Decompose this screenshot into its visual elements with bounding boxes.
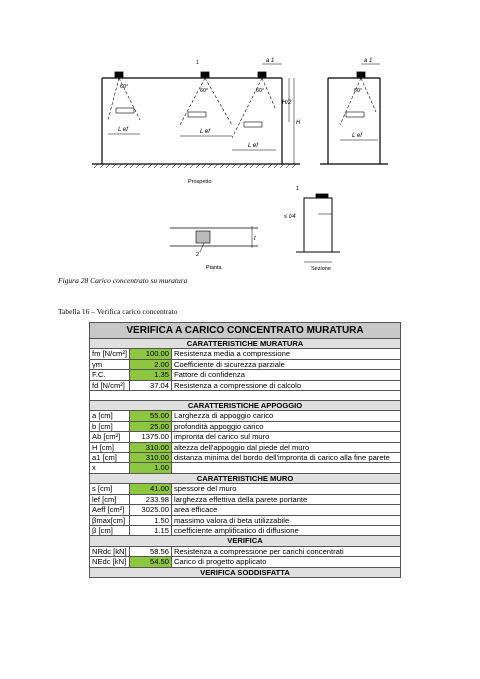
section-header: CARATTERISTICHE MURATURA — [90, 339, 401, 349]
row-value: 37.04 — [130, 380, 172, 390]
table-row — [90, 515, 401, 525]
table-row — [90, 370, 401, 380]
label-lef-4: L ef — [352, 133, 362, 139]
label-h: H — [296, 120, 301, 126]
label-t-plan: t — [254, 236, 256, 242]
table-row — [90, 349, 401, 359]
row-symbol: Ab [cm²] — [90, 432, 130, 442]
row-description: Larghezza di appoggio carico — [172, 411, 401, 421]
row-symbol: β [cm] — [90, 525, 130, 535]
row-description: distanza minima del bordo dell'impronta di carico alla fine parete — [172, 453, 401, 463]
row-symbol: γm — [90, 359, 130, 369]
row-value: 1.15 — [130, 525, 172, 535]
label-angle-1: 60° — [120, 84, 129, 90]
row-value: 54.50 — [130, 557, 172, 567]
blank-row — [90, 391, 401, 401]
concentrated-load-drawing — [0, 0, 480, 300]
row-value: 58.56 — [130, 546, 172, 556]
table-row — [90, 463, 401, 473]
table-row — [90, 484, 401, 494]
label-pianta: Pianta — [206, 265, 222, 271]
row-symbol: NRdc [kN] — [90, 546, 130, 556]
table-row — [90, 442, 401, 452]
label-t4: ≤ t/4 — [284, 214, 296, 220]
row-description: impronta del carico sul muro — [172, 432, 401, 442]
row-symbol: F.C. — [90, 370, 130, 380]
row-description: coefficiente amplificatico di diffusione — [172, 525, 401, 535]
table-row — [90, 505, 401, 515]
row-description: Fattore di confidenza — [172, 370, 401, 380]
table-row — [90, 411, 401, 421]
row-description: Carico di progetto applicato — [172, 557, 401, 567]
row-description — [172, 463, 401, 473]
label-angle-4: 60° — [354, 88, 363, 94]
row-description: area efficace — [172, 505, 401, 515]
verification-table — [89, 322, 401, 578]
label-sezione: Sezione — [311, 266, 331, 272]
row-symbol: fm [N/cm²] — [90, 349, 130, 359]
row-value: 310.00 — [130, 442, 172, 452]
table-row — [90, 453, 401, 463]
section-header: CARATTERISTICHE APPOGGIO — [90, 401, 401, 411]
row-symbol: s [cm] — [90, 484, 130, 494]
row-value: 2.00 — [130, 359, 172, 369]
row-description: larghezza effettiva della parete portante — [172, 494, 401, 504]
row-symbol: b [cm] — [90, 421, 130, 431]
row-description: Coefficiente di sicurezza parziale — [172, 359, 401, 369]
table-title: VERIFICA A CARICO CONCENTRATO MURATURA — [90, 323, 401, 339]
row-value: 1.35 — [130, 370, 172, 380]
label-lef-3: L ef — [248, 143, 258, 149]
section-header: CARATTERISTICHE MURO — [90, 473, 401, 483]
row-description: spessore del muro — [172, 484, 401, 494]
row-symbol: x — [90, 463, 130, 473]
label-angle-2: 60° — [200, 88, 209, 94]
label-angle-3: 60° — [256, 88, 265, 94]
label-a1-1: a 1 — [266, 58, 275, 64]
label-lef-2: L ef — [200, 129, 210, 135]
row-value: 1.00 — [130, 463, 172, 473]
label-n1-b: 1 — [296, 186, 300, 192]
row-description: Resistenza a compressione di calcolo — [172, 380, 401, 390]
label-n1-a: 1 — [196, 60, 200, 66]
label-h-half: H/2 — [282, 100, 292, 106]
row-symbol: a [cm] — [90, 411, 130, 421]
row-symbol: lef [cm] — [90, 494, 130, 504]
row-value: 233.98 — [130, 494, 172, 504]
row-description: altezza dell'appoggio dal piede del muro — [172, 442, 401, 452]
table-row — [90, 421, 401, 431]
table-row — [90, 557, 401, 567]
figure-caption: Figura 28 Carico concentrato su muratura — [58, 276, 188, 285]
row-symbol: fd [N/cm²] — [90, 380, 130, 390]
table-row — [90, 359, 401, 369]
label-n2: 2 — [196, 252, 200, 258]
table-row — [90, 525, 401, 535]
table-row — [90, 494, 401, 504]
section-header: VERIFICA — [90, 536, 401, 546]
label-prospetto: Prospetto — [188, 179, 212, 185]
row-description: Resistenza media a compressione — [172, 349, 401, 359]
label-a1-2: a 1 — [364, 58, 373, 64]
table-row — [90, 432, 401, 442]
row-symbol: NEdc [kN] — [90, 557, 130, 567]
row-symbol: Aeff [cm²] — [90, 505, 130, 515]
result-row: VERIFICA SODDISFATTA — [90, 567, 401, 577]
label-lef-1: L ef — [118, 127, 128, 133]
table-row — [90, 380, 401, 390]
row-value: 1375.00 — [130, 432, 172, 442]
row-value: 25.00 — [130, 421, 172, 431]
row-symbol: H [cm] — [90, 442, 130, 452]
row-value: 310.00 — [130, 453, 172, 463]
row-value: 1.50 — [130, 515, 172, 525]
row-value: 41.00 — [130, 484, 172, 494]
table-row — [90, 546, 401, 556]
row-symbol: βmax[cm] — [90, 515, 130, 525]
row-description: profondità appoggio carico — [172, 421, 401, 431]
row-symbol: a1 [cm] — [90, 453, 130, 463]
row-value: 3025.00 — [130, 505, 172, 515]
row-description: massimo valora di beta utilizzabile — [172, 515, 401, 525]
row-value: 100.00 — [130, 349, 172, 359]
table-caption: Tabella 16 – Verifica carico concentrato — [58, 307, 178, 316]
row-description: Resistenza a compressione per carichi concentrati — [172, 546, 401, 556]
row-value: 55.00 — [130, 411, 172, 421]
